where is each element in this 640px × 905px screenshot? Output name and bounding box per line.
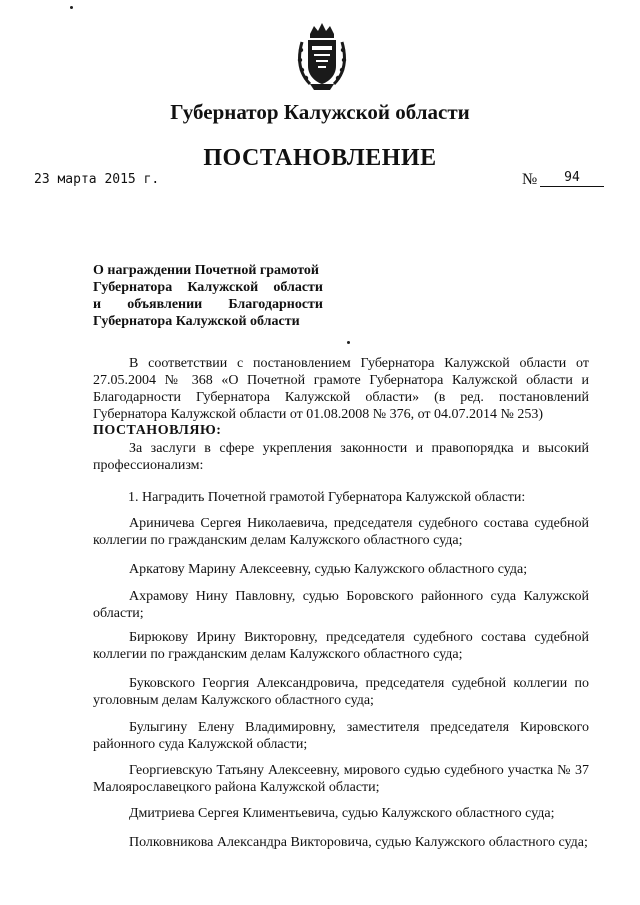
awardee-entry: Бирюкову Ирину Викторовну, председателя судебного состава судебной коллегии по гражданским делам Калужского областного суда;	[93, 630, 589, 662]
document-number: 94	[540, 170, 604, 187]
awardee-entry: Полковникова Александра Викторовича, судью Калужского областного суда;	[129, 835, 588, 850]
awardee-entry: Аркатову Марину Алексеевну, судью Калужского областного суда;	[129, 562, 528, 577]
document-subject	[93, 262, 323, 330]
subject-word: и	[93, 297, 102, 312]
merits-paragraph: За заслуги в сфере укрепления законности и правопорядка и высокий профессионализм:	[93, 441, 589, 473]
awardee-entry: Дмитриева Сергея Климентьевича, судью Калужского областного суда;	[129, 806, 555, 821]
awardee-entry: Ахрамову Нину Павловну, судью Боровского районного суда Калужской области;	[93, 589, 589, 621]
subject-line	[93, 279, 323, 296]
subject-word: Губернатора	[93, 280, 173, 295]
awardee-entry: Ариничева Сергея Николаевича, председателя судебного состава судебной коллегии по гражданским делам Калужского областного суда;	[93, 516, 589, 548]
issuing-authority: Губернатор Калужской области	[170, 100, 470, 124]
awardee-entry: Булыгину Елену Владимировну, заместителя председателя Кировского районного суда Калужской области;	[93, 720, 589, 752]
awardee-entry: Георгиевскую Татьяну Алексеевну, мирового судью судебного участка № 37 Малоярославецкого района Калужской области;	[93, 763, 589, 795]
subject-word: области	[273, 280, 323, 295]
preamble-paragraph: В соответствии с постановлением Губернатора Калужской области от 27.05.2004 № 368 «О Почетной грамоте Губернатора Калужской области и Благодарности Губернатора Калужской области» (в ред. постановлений Губернатора Калужской области от 01.08.2008 № 376, от 04.07.2014 № 253)	[93, 356, 589, 422]
awardee-entry: Буковского Георгия Александровича, председателя судебной коллегии по уголовным делам Калужского областного суда;	[93, 676, 589, 708]
subject-line	[93, 296, 323, 313]
subject-word: Благодарности	[228, 297, 323, 312]
kaluga-coat-of-arms-icon	[296, 20, 348, 92]
subject-line: Губернатора Калужской области	[93, 314, 300, 329]
resolve-heading: ПОСТАНОВЛЯЮ:	[93, 423, 222, 438]
subject-line: О награждении Почетной грамотой	[93, 263, 319, 278]
document-type-title: ПОСТАНОВЛЕНИЕ	[203, 145, 437, 171]
scan-speck	[70, 6, 73, 9]
scan-speck	[347, 341, 350, 344]
number-sign: №	[522, 171, 538, 188]
subject-word: объявлении	[127, 297, 203, 312]
award-clause-1: 1. Наградить Почетной грамотой Губернатора Калужской области:	[128, 490, 526, 505]
document-date: 23 марта 2015 г.	[34, 172, 160, 187]
subject-word: Калужской	[187, 280, 259, 295]
